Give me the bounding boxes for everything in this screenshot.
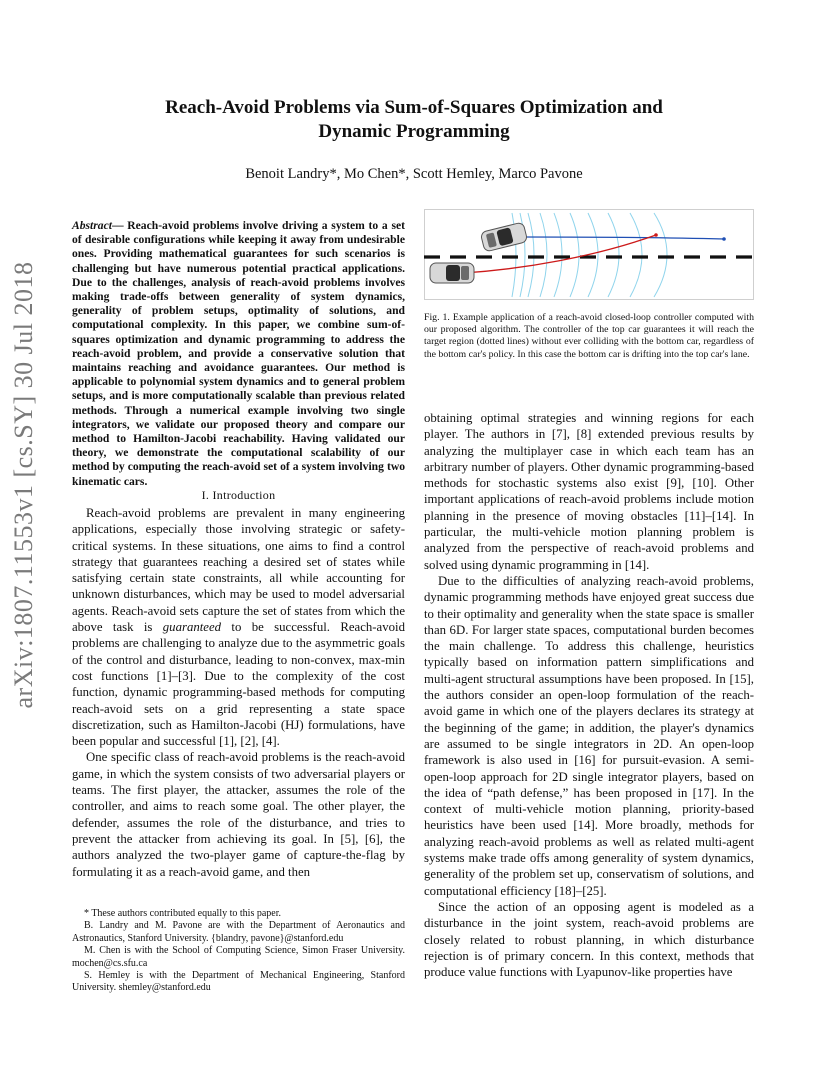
footnotes <box>72 908 405 995</box>
abstract <box>72 219 405 489</box>
footnote-equal-contribution: * These authors contributed equally to this paper. <box>84 908 281 919</box>
intro-paragraph-2: One specific class of reach-avoid problems is the reach-avoid game, in which the system consists of two adversarial players or teams. The first player, the attacker, assumes the role of the controller, and aims to reach some goal. The other player, the defender, assumes the role of the disturbance, and tries to prevent the attacker from achieving its goal. In [5], [6], the authors analyzed the two-player game of capture-the-flag by formulating it as a reach-avoid game, and then <box>72 750 405 879</box>
intro-left-column <box>72 505 405 880</box>
bottom-car-windshield <box>461 266 469 280</box>
bottom-car <box>430 263 474 283</box>
abstract-text: — Reach-avoid problems involve driving a system to a set of desirable configurations while keeping it away from undesirable ones. Providing mathematical guarantees for such scenarios is challenging but have numerous potential practical applications. Due to the challenges, analysis of reach-avoid problems involves making trade-offs between generality of system dynamics, generality of problem setups, optimality of solutions, and computational complexity. In this paper, we combine sum-of-squares optimization and dynamic programming to address the reach-avoid problem, and provide a conservative solution that maintains reaching and avoidance guarantees. Our method is applicable to polynomial system dynamics and to general problem setups, and is more computationally scalable than previous related methods. Through a numerical example involving two single integrators, we validate our proposed theory and compare our method to Hamilton-Jacobi reachability. Having validated our theory, we demonstrate the computational scalability of our method by computing the reach-avoid set of a system involving two kinematic cars. <box>72 219 405 488</box>
disturbance-end-marker <box>654 233 658 237</box>
abstract-label: Abstract <box>72 219 112 232</box>
footnote-chen: M. Chen is with the School of Computing Science, Simon Fraser University. mochen@cs.sfu.ca <box>72 945 405 969</box>
footnote-landry-pavone: B. Landry and M. Pavone are with the Department of Aeronautics and Astronautics, Stanford University. {blandry, pavone}@stanford.edu <box>72 920 405 944</box>
figure-caption: Fig. 1. Example application of a reach-avoid closed-loop controller computed with our proposed algorithm. The controller of the top car guarantees it will reach the target region (dotted lines) without ever colliding with the bottom car, regardless of the bottom car's policy. In this case the bottom car is drifting into the top car's lane. <box>424 312 754 360</box>
section-heading: I. Introduction <box>201 488 276 502</box>
intro-paragraph-4: Due to the difficulties of analyzing reach-avoid problems, dynamic programming methods have enjoyed great success due to their optimality and generality when the state space is smaller than 6D. For larger state spaces, computational burden becomes the main challenge. To address this challenge, heuristics typically based on information pattern simplifications and multi-agent structural assumptions have been proposed. In [15], the authors consider an open-loop formulation of the reach-avoid game in which one of the players declares its strategy at the beginning of the game; in addition, the player's dynamics are assumed to be single integrators in 2D. An open-loop framework is also used in [16] for pursuit-evasion. A semi-open-loop approach for 2D single integrator players, based on the idea of “path defense,” has been proposed in [17]. In the context of multi-vehicle motion planning, priority-based heuristics have been used [14]. More broadly, methods for analyzing reach-avoid problems as well as related multi-agent systems make trade offs among generality of system dynamics, generality of the problem set up, conservatism of solutions, and computational efficiency [18]–[25]. <box>424 573 754 898</box>
intro-paragraph-5: Since the action of an opposing agent is modeled as a disturbance in the joint system, reach-avoid problems are closely related to robust planning, in which disturbance rejection is of primary concern. In this context, methods that produce value functions with Lyapunov-like properties have <box>424 899 754 980</box>
paper-title <box>0 96 828 144</box>
arxiv-stamp-text: arXiv:1807.11553v1 [cs.SY] 30 Jul 2018 <box>9 261 38 709</box>
title-line-2: Dynamic Programming <box>318 121 510 142</box>
bottom-car-roof <box>446 265 460 281</box>
intro-paragraph-1 <box>72 505 405 749</box>
footnote-hemley: S. Hemley is with the Department of Mechanical Engineering, Stanford University. shemley@stanford.edu <box>72 970 405 994</box>
controller-end-marker <box>722 237 726 241</box>
intro-right-column <box>424 410 754 980</box>
emphasis-guaranteed: guaranteed <box>162 620 222 635</box>
author-list: Benoit Landry*, Mo Chen*, Scott Hemley, Marco Pavone <box>245 166 583 182</box>
figure-1-illustration <box>424 209 754 300</box>
figure-1 <box>424 209 754 300</box>
intro-paragraph-1-part-a: Reach-avoid problems are prevalent in many engineering applications, especially those involving strategic or safety-critical systems. In these situations, one aims to find a control strategy that guarantees reaching a desired set of states while satisfying certain state constraints, all while accounting for unknown disturbances, which may be used to model adversarial agents. Reach-avoid sets capture the set of states from which the above task is <box>72 506 405 635</box>
intro-paragraph-3: obtaining optimal strategies and winning regions for each player. The authors in [7], [8] extended previous results by analyzing the multiplayer case in which each team has an arbitrary number of players. Other dynamic programming-based methods for stochastic systems also exist [9], [10]. Other important applications of reach-avoid problems include motion planning in the presence of moving obstacles [11]–[14]. In particular, the multi-vehicle motion planning problem is analyzed from the perspective of reach-avoid problems and solved using dynamic programming in [14]. <box>424 411 754 572</box>
intro-paragraph-1-part-b: to be successful. Reach-avoid problems are challenging to analyze due to the asymmetric goals of the control and disturbance, leading to non-convex, max-min cost functions [1]–[3]. Due to the complexity of the cost function, dynamic programming-based methods for computing reach-avoid sets on a grid representing a state space discretization, such as Hamilton-Jacobi (HJ) formulations, have been popular and successful [1], [2], [4]. <box>72 620 405 749</box>
title-line-1: Reach-Avoid Problems via Sum-of-Squares Optimization and <box>165 97 663 118</box>
